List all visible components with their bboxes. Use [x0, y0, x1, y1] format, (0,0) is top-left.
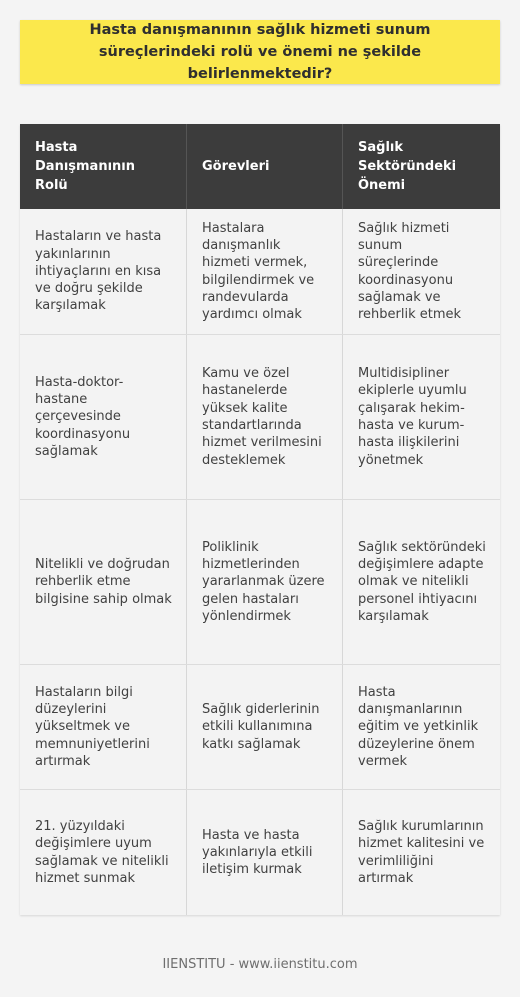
header-cell-duties: Görevleri — [187, 124, 343, 209]
table-cell: Nitelikli ve doğrudan rehberlik etme bilgisine sahip olmak — [20, 500, 187, 664]
table-row — [20, 500, 500, 665]
table-cell: 21. yüzyıldaki değişimlere uyum sağlamak ve nitelikli hizmet sunmak — [20, 790, 187, 915]
table-cell: Kamu ve özel hastanelerde yüksek kalite standartlarında hizmet verilmesini desteklemek — [187, 335, 343, 499]
table-cell: Hasta-doktor-hastane çerçevesinde koordinasyonu sağlamak — [20, 335, 187, 499]
table-cell: Poliklinik hizmetlerinden yararlanmak üzere gelen hastaları yönlendirmek — [187, 500, 343, 664]
table-cell: Hastaların ve hasta yakınlarının ihtiyaçlarını en kısa ve doğru şekilde karşılamak — [20, 209, 187, 334]
table-cell: Multidisipliner ekiplerle uyumlu çalışarak hekim-hasta ve kurum-hasta ilişkilerini yönetmek — [358, 366, 467, 468]
table-cell: Sağlık kurumlarının hizmet kalitesini ve verimliliğini artırmak — [358, 818, 485, 886]
table-row — [20, 790, 500, 915]
table-header-row — [20, 124, 500, 209]
table-cell: Hastalara danışmanlık hizmeti vermek, bilgilendirmek ve randevularda yardımcı olmak — [187, 209, 343, 334]
table-cell: Sağlık sektöründeki değişimlere adapte olmak ve nitelikli personel ihtiyacını karşılamak — [358, 539, 486, 624]
table-cell: Hastaların bilgi düzeylerini yükseltmek ve memnuniyetlerini artırmak — [20, 665, 187, 789]
header-cell-importance: Sağlık Sektöründeki Önemi — [358, 140, 457, 193]
title-banner — [20, 20, 500, 84]
table-row — [20, 209, 500, 335]
roles-table — [20, 124, 500, 915]
table-cell: Hasta danışmanlarının eğitim ve yetkinlik düzeylerine önem vermek — [358, 684, 479, 769]
table-cell: Sağlık giderlerinin etkili kullanımına katkı sağlamak — [187, 665, 343, 789]
footer-credit: IIENSTITU - www.iienstitu.com — [162, 957, 358, 972]
page-title: Hasta danışmanının sağlık hizmeti sunum süreçlerindeki rolü ve önemi ne şekilde belirlenmektedir? — [89, 22, 431, 82]
header-cell-role: Hasta Danışmanının Rolü — [20, 124, 187, 209]
table-cell: Hasta ve hasta yakınlarıyla etkili iletişim kurmak — [187, 790, 343, 915]
table-cell: Sağlık hizmeti sunum süreçlerinde koordinasyonu sağlamak ve rehberlik etmek — [358, 220, 462, 323]
table-row — [20, 665, 500, 790]
table-row — [20, 335, 500, 500]
